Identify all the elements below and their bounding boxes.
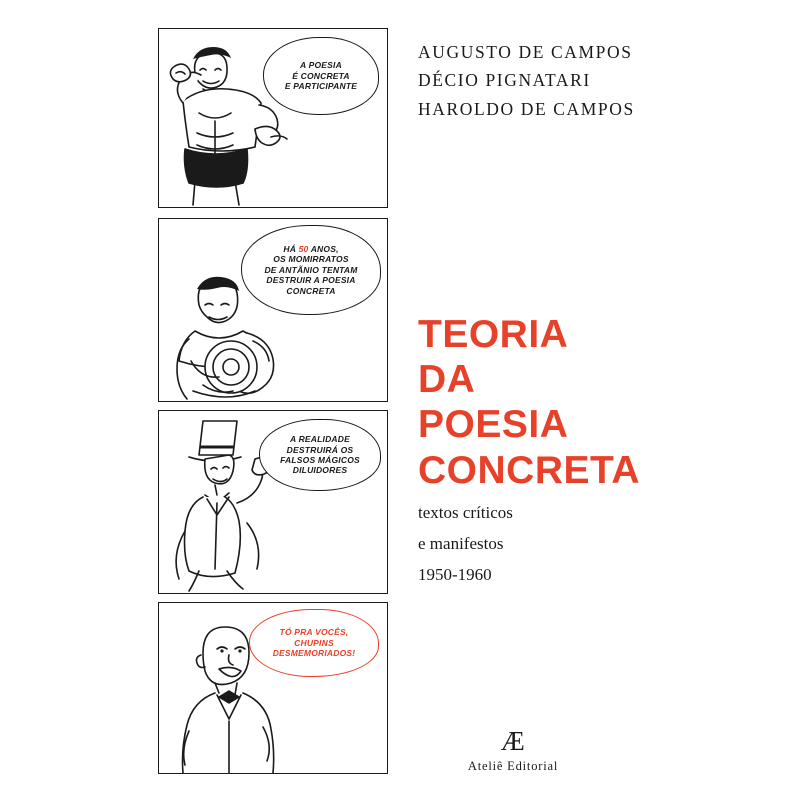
publisher-monogram-icon: Æ <box>500 726 526 756</box>
author-3: HAROLDO DE CAMPOS <box>418 98 635 119</box>
publisher-logo <box>418 728 608 774</box>
speech-bubble-1-text: A POESIA É CONCRETA E PARTICIPANTE <box>284 60 358 92</box>
title-line-3: POESIA <box>418 403 569 447</box>
comic-panel-4 <box>158 602 388 774</box>
subtitle-line-3: 1950-1960 <box>418 564 492 584</box>
speech-bubble-2-text: HÁ 50 ANOS, OS MOMIRRATOS DE ANTÃNIO TENTAM DESTRUIR A POESIA CONCRETA <box>264 244 358 296</box>
speech-bubble-4-text: TÓ PRA VOCÊS, CHUPINS DESMEMORIADOS! <box>272 627 356 659</box>
speech-bubble-2 <box>241 225 381 315</box>
comic-strip <box>158 28 390 772</box>
subtitle-line-1: textos críticos <box>418 503 513 522</box>
comic-panel-3 <box>158 410 388 594</box>
speech-bubble-4 <box>249 609 379 677</box>
publisher-name: Ateliê Editorial <box>467 759 559 773</box>
title-line-2: DA <box>418 358 476 402</box>
book-subtitle <box>418 498 758 591</box>
comic-panel-2 <box>158 218 388 402</box>
comic-panel-1 <box>158 28 388 208</box>
author-1: AUGUSTO DE CAMPOS <box>418 42 633 62</box>
speech-bubble-3-text: A REALIDADE DESTRUIRÁ OS FALSOS MÁGICOS DILUIDORES <box>280 434 360 476</box>
speech-bubble-1 <box>263 37 379 115</box>
title-line-4: CONCRETA <box>418 448 641 492</box>
author-2: DÉCIO PIGNATARI <box>418 70 591 91</box>
authors-list <box>418 38 758 123</box>
book-title <box>418 312 768 493</box>
speech-bubble-3 <box>259 419 381 491</box>
subtitle-line-2: e manifestos <box>418 533 504 553</box>
title-line-1: TEORIA <box>418 313 569 356</box>
